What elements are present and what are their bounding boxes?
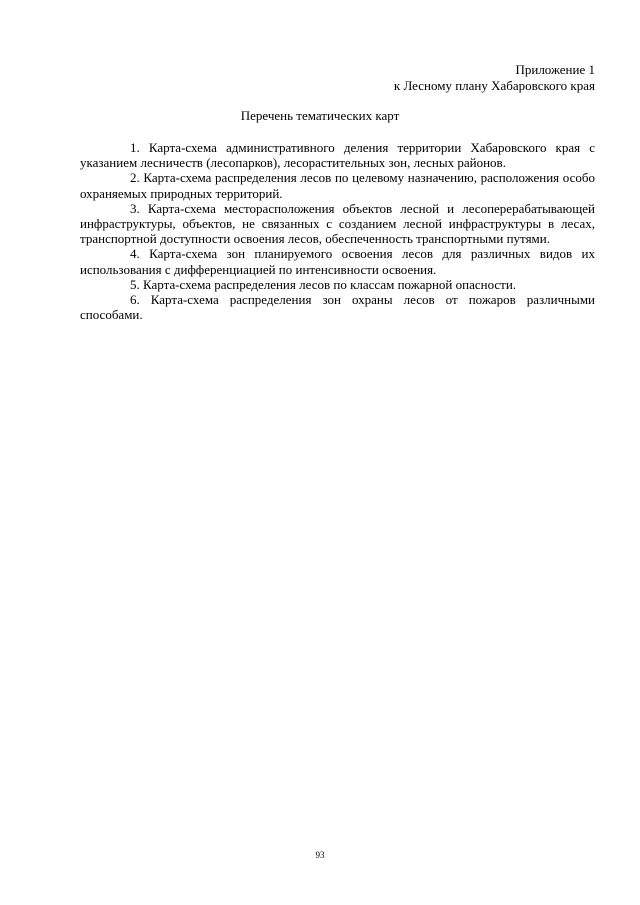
appendix-number: Приложение 1 [515, 62, 595, 77]
page-number: 93 [315, 850, 325, 860]
list-item: 6. Карта-схема распределения зон охраны лесов от пожаров различными способами. [80, 292, 595, 323]
map-list [80, 140, 595, 322]
document-title: Перечень тематических карт [240, 108, 400, 123]
appendix-reference: к Лесному плану Хабаровского края [393, 78, 595, 93]
list-item: 4. Карта-схема зон планируемого освоения лесов для различных видов их использования с дифференциацией по интенсивности освоения. [80, 246, 595, 277]
list-item: 2. Карта-схема распределения лесов по целевому назначению, расположения особо охраняемых природных территорий. [80, 170, 595, 201]
list-item: 1. Карта-схема административного деления территории Хабаровского края с указанием лесничеств (лесопарков), лесорастительных зон, лесных районов. [80, 140, 595, 171]
list-item: 5. Карта-схема распределения лесов по классам пожарной опасности. [130, 276, 517, 292]
appendix-header [394, 62, 595, 94]
list-item: 3. Карта-схема месторасположения объектов лесной и лесоперерабатывающей инфраструктуры, объектов, не связанных с созданием лесной инфраструктуры в лесах, транспортной доступности освоения лесов, обеспеченность транспортными путями. [80, 200, 595, 247]
